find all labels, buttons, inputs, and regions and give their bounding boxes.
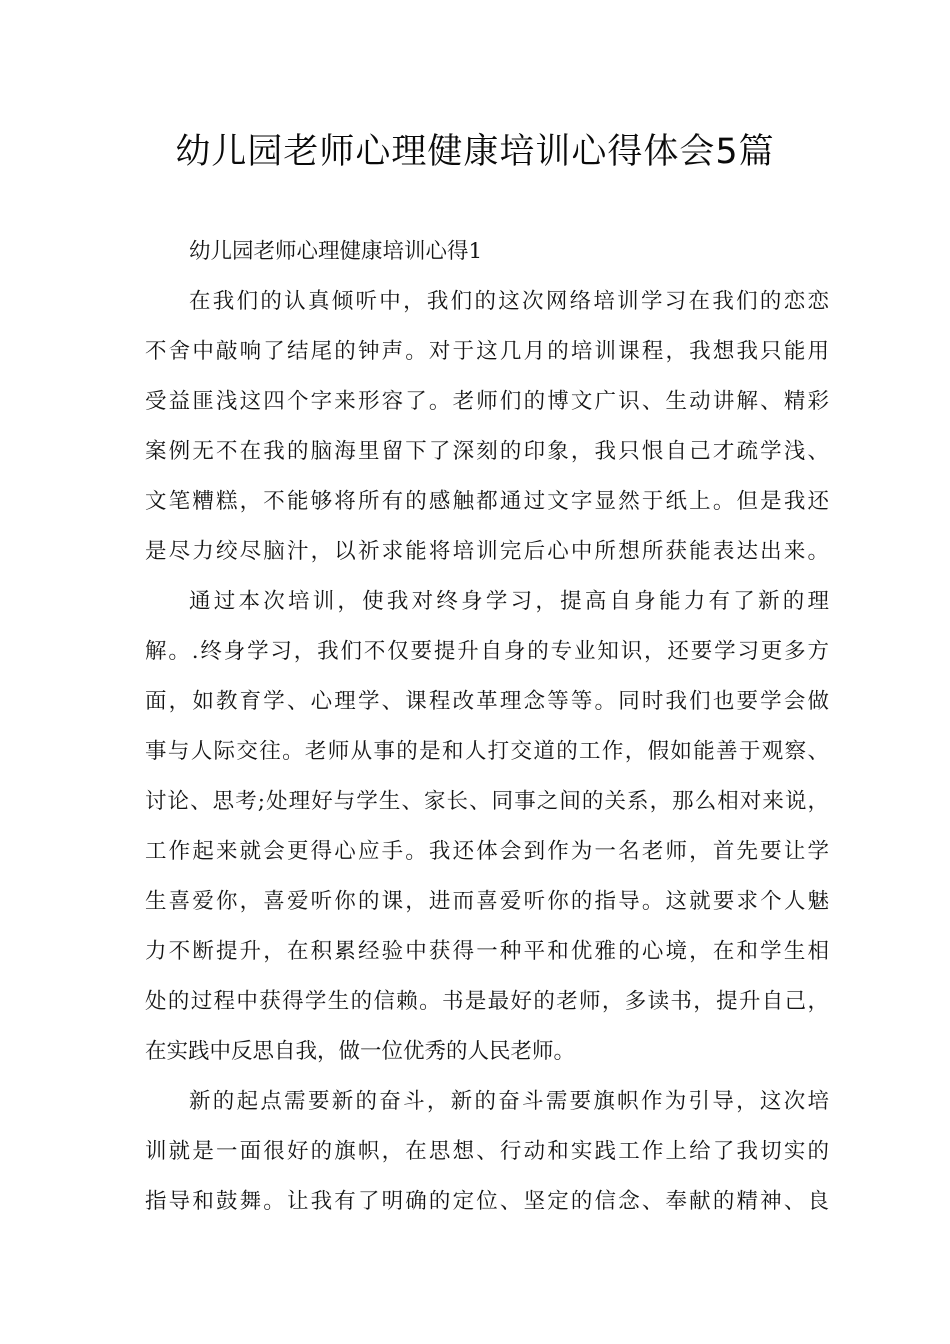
paragraph-line: 解。.终身学习，我们不仅要提升自身的专业知识，还要学习更多方 bbox=[145, 639, 829, 664]
paragraph-line: 文笔糟糕，不能够将所有的感触都通过文字显然于纸上。但是我还 bbox=[145, 489, 829, 514]
paragraph-line: 新的起点需要新的奋斗，新的奋斗需要旗帜作为引导，这次培 bbox=[189, 1089, 829, 1114]
paragraph-line: 指导和鼓舞。让我有了明确的定位、坚定的信念、奉献的精神、良 bbox=[145, 1189, 829, 1214]
paragraph-1 bbox=[145, 282, 829, 582]
paragraph-2 bbox=[145, 582, 829, 1082]
paragraph-line: 通过本次培训，使我对终身学习，提高自身能力有了新的理 bbox=[189, 589, 829, 614]
section-heading: 幼儿园老师心理健康培训心得1 bbox=[189, 239, 483, 264]
paragraph-line: 工作起来就会更得心应手。我还体会到作为一名老师，首先要让学 bbox=[145, 839, 829, 864]
paragraph-line: 处的过程中获得学生的信赖。书是最好的老师，多读书，提升自己， bbox=[145, 989, 829, 1014]
paragraph-line: 训就是一面很好的旗帜，在思想、行动和实践工作上给了我切实的 bbox=[145, 1139, 829, 1164]
paragraph-line: 不舍中敲响了结尾的钟声。对于这几月的培训课程，我想我只能用 bbox=[145, 339, 829, 364]
paragraph-line: 讨论、思考;处理好与学生、家长、同事之间的关系，那么相对来说， bbox=[145, 789, 829, 814]
paragraph-line: 生喜爱你，喜爱听你的课，进而喜爱听你的指导。这就要求个人魅 bbox=[145, 889, 829, 914]
document-body bbox=[145, 232, 829, 1232]
paragraph-3 bbox=[145, 1082, 829, 1232]
paragraph-line: 是尽力绞尽脑汁，以祈求能将培训完后心中所想所获能表达出来。 bbox=[145, 539, 829, 564]
paragraph-line: 受益匪浅这四个字来形容了。老师们的博文广识、生动讲解、精彩 bbox=[145, 389, 829, 414]
paragraph-line: 力不断提升，在积累经验中获得一种平和优雅的心境，在和学生相 bbox=[145, 939, 829, 964]
paragraph-line: 案例无不在我的脑海里留下了深刻的印象，我只恨自己才疏学浅、 bbox=[145, 439, 829, 464]
paragraph-line: 事与人际交往。老师从事的是和人打交道的工作，假如能善于观察、 bbox=[145, 739, 829, 764]
paragraph-line: 在我们的认真倾听中，我们的这次网络培训学习在我们的恋恋 bbox=[189, 289, 829, 314]
document-title: 幼儿园老师心理健康培训心得体会5篇 bbox=[175, 132, 775, 172]
paragraph-line: 面，如教育学、心理学、课程改革理念等等。同时我们也要学会做 bbox=[145, 689, 829, 714]
paragraph-line: 在实践中反思自我，做一位优秀的人民老师。 bbox=[145, 1039, 576, 1064]
